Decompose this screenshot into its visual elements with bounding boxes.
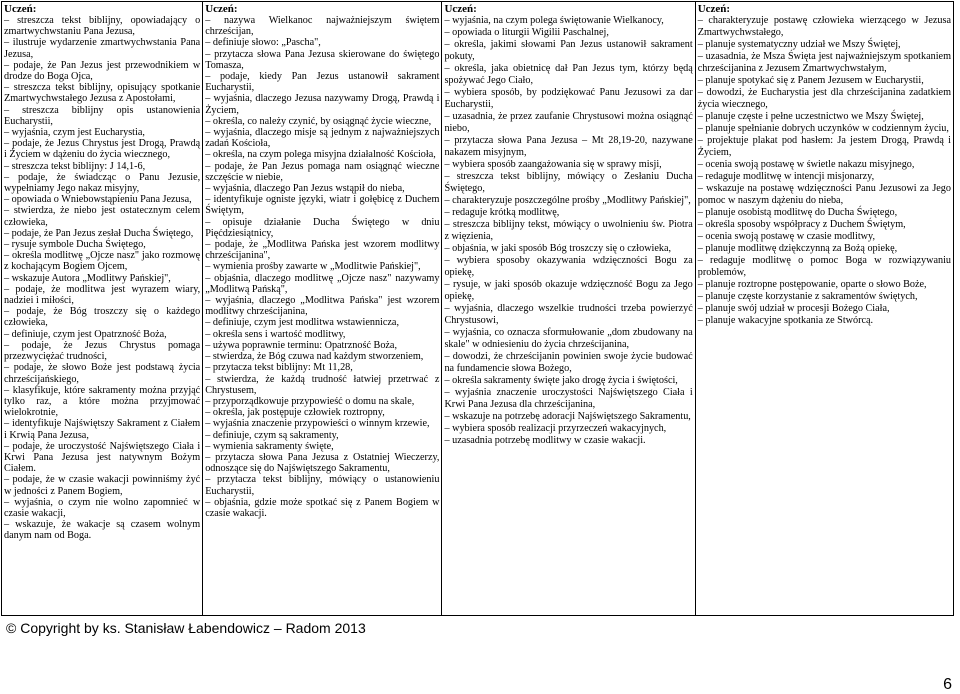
list-item: – uzasadnia, że przez zaufanie Chrystusowi można osiągnąć niebo, xyxy=(444,111,693,134)
list-item: – nazywa Wielkanoc najważniejszym świętem chrześcijan, xyxy=(205,15,440,38)
list-item: – planuje częste i pełne uczestnictwo we Mszy Świętej, xyxy=(697,111,924,122)
list-item: – przytacza tekst biblijny, mówiący o ustanowieniu Eucharystii, xyxy=(205,474,440,497)
list-item: – planuje wakacyjne spotkania ze Stwórcą. xyxy=(697,315,874,326)
list-item: – streszcza tekst biblijny: J 14,1-6, xyxy=(4,160,146,172)
list-item: – wyjaśnia, dlaczego „Modlitwa Pańska" jest wzorem modlitwy chrześcijanina, xyxy=(205,295,440,318)
page-number: 6 xyxy=(943,676,952,693)
list-item: – wyjaśnia, co oznacza sformułowanie „dom zbudowany na skale" w odniesieniu do życia chrześcijanina, xyxy=(444,327,693,350)
list-item: – streszcza tekst biblijny, opowiadający o zmartwychwstaniu Pana Jezusa, xyxy=(4,15,201,38)
list-item: – wskazuje na potrzebę adoracji Najświętszego Sakramentu, xyxy=(444,411,691,422)
column-header: Uczeń: xyxy=(4,3,37,15)
list-item: – określa modlitwę „Ojcze nasz" jako rozmowę z kochającym Bogiem Ojcem, xyxy=(4,250,201,273)
list-item: – charakteryzuje poszczególne prośby „Modlitwy Pańskiej", xyxy=(444,195,691,206)
list-item: – podaje, że „Modlitwa Pańska jest wzorem modlitwy chrześcijanina", xyxy=(205,239,440,262)
list-item: – wymienia sakramenty święte, xyxy=(205,440,334,452)
list-item: – definiuje, czym są sakramenty, xyxy=(205,429,339,441)
list-item: – wyjaśnia, dlaczego wszelkie trudności trzeba powierzyć Chrystusowi, xyxy=(444,303,693,326)
list-item: – wymienia prośby zawarte w „Modlitwie Pańskiej", xyxy=(205,261,421,273)
list-item: – wybiera sposób, by podziękować Panu Jezusowi za dar Eucharystii, xyxy=(444,87,693,110)
item-list xyxy=(444,15,692,447)
list-item: – redaguje modlitwę o pomoc Boga w rozwiązywaniu problemów, xyxy=(697,255,951,278)
column-3 xyxy=(442,2,695,616)
list-item: – identyfikuje Najświętszy Sakrament z Ciałem i Krwią Pana Jezusa, xyxy=(4,418,201,441)
list-item: – wybiera sposób zaangażowania się w sprawy misji, xyxy=(444,159,662,170)
list-item: – wyjaśnia znaczenie przypowieści o winnym krzewie, xyxy=(205,418,430,430)
list-item: – określa sakramenty święte jako drogę życia i świętości, xyxy=(444,375,678,386)
list-item: – dowodzi, że Eucharystia jest dla chrześcijanina zadatkiem życia wiecznego, xyxy=(697,87,951,110)
list-item: – określa sposoby współpracy z Duchem Świętym, xyxy=(697,219,906,230)
list-item: – charakteryzuje postawę człowieka wierzącego w Jezusa Zmartwychwstałego, xyxy=(697,15,951,38)
item-list xyxy=(205,15,439,519)
list-item: – planuje częste korzystanie z sakramentów świętych, xyxy=(697,291,918,302)
column-header: Uczeń: xyxy=(444,3,477,15)
list-item: – streszcza biblijny opis ustanowienia Eucharystii, xyxy=(4,104,201,127)
list-item: – podaje, kiedy Pan Jezus ustanowił sakrament Eucharystii, xyxy=(205,71,440,94)
list-item: – określa, jak postępuje człowiek roztropny, xyxy=(205,407,385,419)
list-item: – wyjaśnia, dlaczego Pan Jezus wstąpił do nieba, xyxy=(205,183,405,195)
list-item: – opisuje działanie Ducha Świętego w dniu Pięćdziesiątnicy, xyxy=(205,216,440,239)
copyright-footer: © Copyright by ks. Stanisław Łabendowicz – Radom 2013 xyxy=(6,620,366,636)
list-item: – przytacza słowa Pana Jezusa skierowane do świętego Tomasza, xyxy=(205,48,440,71)
list-item: – planuje spełnianie dobrych uczynków w codziennym życiu, xyxy=(697,123,949,134)
list-item: – określa sens i wartość modlitwy, xyxy=(205,328,346,340)
requirements-table xyxy=(1,1,954,616)
list-item: – ocenia swoją postawę w świetle nakazu misyjnego, xyxy=(697,159,915,170)
list-item: – redaguje krótką modlitwę, xyxy=(444,207,560,218)
column-1 xyxy=(2,2,203,616)
list-item: – podaje, że modlitwa jest wyrazem wiary, nadziei i miłości, xyxy=(4,283,201,307)
list-item: – podaje, że Jezus Chrystus pomaga przezwyciężać trudności, xyxy=(4,339,201,363)
column-2 xyxy=(203,2,442,616)
list-item: – wyjaśnia znaczenie uroczystości Najświętszego Ciała i Krwi Pana Jezusa dla chrześcijanina, xyxy=(444,387,693,410)
list-item: – opowiada o liturgii Wigilii Paschalnej, xyxy=(444,27,609,38)
list-item: – stwierdza, że niebo jest ostatecznym celem człowieka, xyxy=(4,205,201,228)
list-item: – stwierdza, że każdą trudność łatwiej przetrwać z Chrystusem, xyxy=(205,373,440,396)
list-item: – identyfikuje ogniste języki, wiatr i gołębicę z Duchem Świętym, xyxy=(205,194,440,217)
list-item: – wyjaśnia, na czym polega świętowanie Wielkanocy, xyxy=(444,15,664,26)
list-item: – podaje, że Bóg troszczy się o każdego człowieka, xyxy=(4,306,201,329)
list-item: – wybiera sposoby okazywania wdzięczności Bogu za opiekę, xyxy=(444,255,693,278)
list-item: – określa, jaka obietnicę dał Pan Jezus tym, którzy będą spożywać Jego Ciało, xyxy=(444,63,693,86)
list-item: – wybiera sposób realizacji przyrzeczeń wakacyjnych, xyxy=(444,423,667,434)
list-item: – używa poprawnie terminu: Opatrzność Boża, xyxy=(205,339,398,351)
list-item: – uzasadnia, że Msza Święta jest najważniejszym spotkaniem chrześcijanina z Jezusem Zmartwychwstałym, xyxy=(697,51,951,74)
list-item: – objaśnia, w jaki sposób Bóg troszczy się o człowieka, xyxy=(444,243,672,254)
list-item: – definiuje słowo: „Pascha", xyxy=(205,37,321,49)
list-item: – definiuje, czym jest Opatrzność Boża, xyxy=(4,328,167,340)
list-item: – planuje osobistą modlitwę do Ducha Świętego, xyxy=(697,207,898,218)
list-item: – planuje roztropne postępowanie, oparte o słowo Boże, xyxy=(697,279,927,290)
list-item: – planuje systematyczny udział we Mszy Świętej, xyxy=(697,39,901,50)
item-list xyxy=(698,15,951,327)
list-item: – przyporządkowuje przypowieść o domu na skale, xyxy=(205,395,415,407)
list-item: – podaje, że Pan Jezus zesłał Ducha Świętego, xyxy=(4,227,194,239)
list-item: – podaje, że Pan Jezus jest przewodnikiem w drodze do Boga Ojca, xyxy=(4,59,201,83)
list-item: – wyjaśnia, o czym nie wolno zapomnieć w czasie wakacji, xyxy=(4,496,201,519)
column-header: Uczeń: xyxy=(697,3,731,15)
list-item: – planuje spotykać się z Panem Jezusem w Eucharystii, xyxy=(697,75,924,86)
column-header: Uczeń: xyxy=(205,3,238,15)
list-item: – projektuje plakat pod hasłem: Ja jestem Drogą, Prawdą i Życiem, xyxy=(697,135,951,158)
list-item: – planuje modlitwę dziękczynną za Bożą opiekę, xyxy=(697,243,898,254)
list-item: – podaje, że Pan Jezus pomaga nam osiągnąć wieczne szczęście w niebie, xyxy=(205,160,440,183)
list-item: – podaje, że w czasie wakacji powinniśmy żyć w jedności z Panem Bogiem, xyxy=(4,474,201,497)
list-item: – definiuje, czym jest modlitwa wstawiennicza, xyxy=(205,317,399,329)
list-item: – objaśnia, dlaczego modlitwę „Ojcze nasz" nazywamy „Modlitwą Pańską", xyxy=(205,272,440,295)
list-item: – wyjaśnia, czym jest Eucharystia, xyxy=(4,127,145,139)
list-item: – określa, co należy czynić, by osiągnąć życie wieczne, xyxy=(205,115,432,127)
list-item: – opowiada o Wniebowstąpieniu Pana Jezusa, xyxy=(4,194,192,206)
list-item: – dowodzi, że chrześcijanin powinien swoje życie budować na fundamencie słowa Bożego, xyxy=(444,351,693,374)
list-item: – objaśnia, gdzie może spotkać się z Panem Bogiem w czasie wakacji. xyxy=(205,496,440,519)
list-item: – przytacza tekst biblijny: Mt 11,28, xyxy=(205,362,353,374)
list-item: – wyjaśnia, dlaczego Jezusa nazywamy Drogą, Prawdą i Życiem, xyxy=(205,93,440,116)
column-4 xyxy=(695,2,953,616)
list-item: – wskazuje Autora „Modlitwy Pańskiej", xyxy=(4,272,171,284)
list-item: – określa, na czym polega misyjna działalność Kościoła, xyxy=(205,149,436,161)
list-item: – wskazuje, że wakacje są czasem wolnym danym nam od Boga. xyxy=(4,519,201,542)
list-item: – podaje, że Jezus Chrystus jest Drogą, Prawdą i Życiem w dążeniu do życia wiecznego, xyxy=(4,138,201,161)
list-item: – rysuje symbole Ducha Świętego, xyxy=(4,239,146,251)
list-item: – streszcza tekst biblijny, mówiący o Zesłaniu Ducha Świętego, xyxy=(444,171,693,194)
list-item: – ilustruje wydarzenie zmartwychwstania Pana Jezusa, xyxy=(4,37,201,60)
list-item: – podaje, że słowo Boże jest podstawą życia chrześcijańskiego, xyxy=(4,362,201,385)
list-item: – ocenia swoją postawę w czasie modlitwy, xyxy=(697,231,876,242)
list-item: – przytacza słowa Pana Jezusa – Mt 28,19-20, nazywane nakazem misyjnym, xyxy=(444,135,693,158)
list-item: – streszcza tekst biblijny, opisujący spotkanie Zmartwychwstałego Jezusa z Apostołami, xyxy=(4,82,201,105)
list-item: – przytacza słowa Pana Jezusa z Ostatniej Wieczerzy, odnoszące się do Najświętszego Sakramentu, xyxy=(205,451,440,475)
list-item: – stwierdza, że Bóg czuwa nad każdym stworzeniem, xyxy=(205,351,424,363)
list-item: – redaguje modlitwę w intencji misjonarzy, xyxy=(697,171,875,182)
list-item: – wskazuje na postawę wdzięczności Panu Jezusowi za Jego pomoc w naszym dążeniu do nieba, xyxy=(697,183,951,206)
item-list xyxy=(4,15,200,542)
list-item: – rysuje, w jaki sposób okazuje wdzięczność Bogu za Jego opiekę, xyxy=(444,279,693,302)
list-item: – streszcza biblijny tekst, mówiący o uwolnieniu św. Piotra z więzienia, xyxy=(444,219,693,242)
list-item: – określa, jakimi słowami Pan Jezus ustanowił sakrament pokuty, xyxy=(444,39,693,62)
list-item: – wyjaśnia, dlaczego misje są jednym z najważniejszych zadań Kościoła, xyxy=(205,127,440,150)
list-item: – podaje, że świadcząc o Panu Jezusie, wypełniamy Jego nakaz misyjny, xyxy=(4,171,201,195)
list-item: – planuje swój udział w procesji Bożego Ciała, xyxy=(697,303,890,314)
list-item: – podaje, że uroczystość Najświętszego Ciała i Krwi Pana Jezusa jest natywnym Bożym Ciałem. xyxy=(4,440,201,475)
list-item: – klasyfikuje, które sakramenty można przyjąć tylko raz, a które można przyjmować wielokrotnie, xyxy=(4,384,201,419)
list-item: – uzasadnia potrzebę modlitwy w czasie wakacji. xyxy=(444,435,646,446)
